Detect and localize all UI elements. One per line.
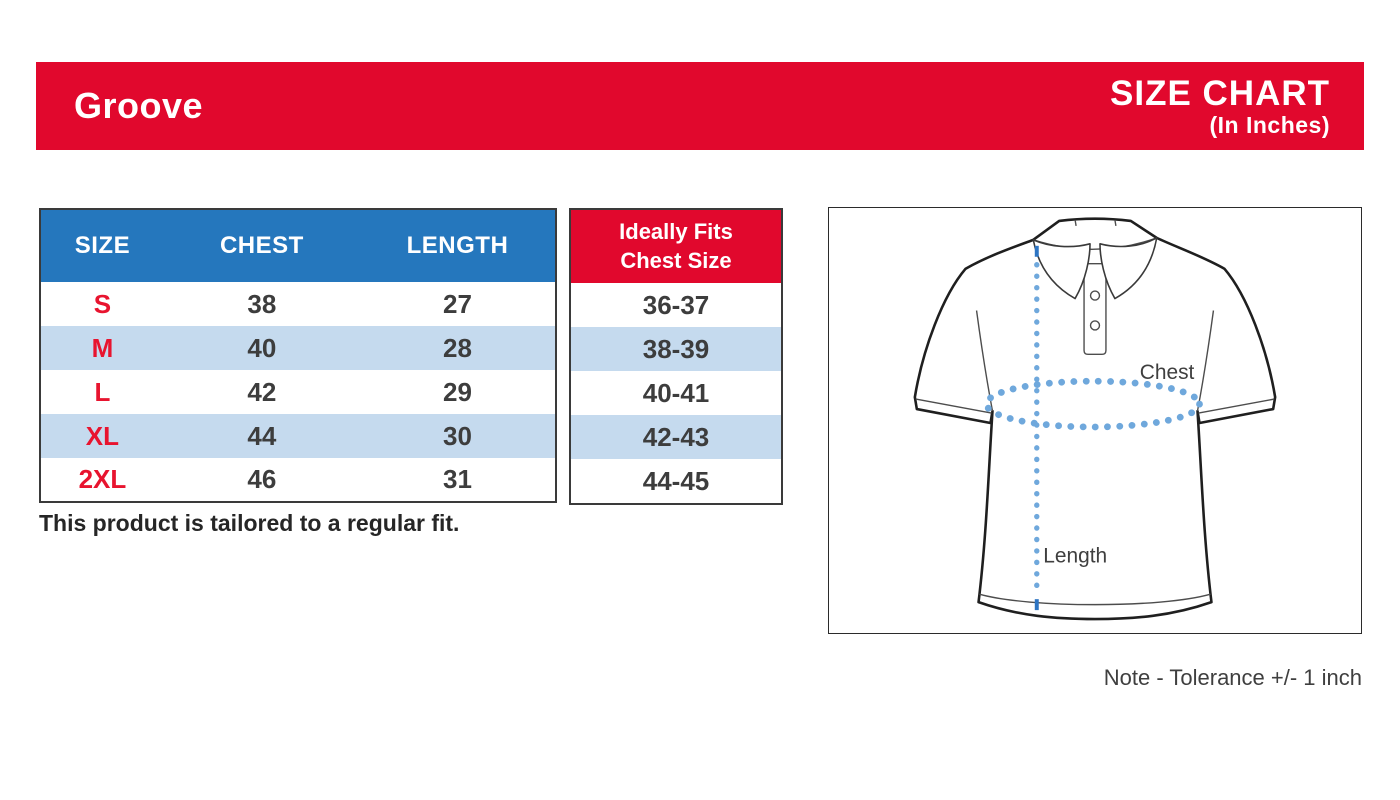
size-table-body bbox=[40, 282, 556, 502]
size-label: XL bbox=[85, 420, 120, 451]
ideal-fit-header-line2: Chest Size bbox=[620, 247, 732, 273]
size-label: M bbox=[91, 332, 114, 363]
size-table-header bbox=[40, 209, 556, 282]
banner bbox=[36, 62, 1364, 150]
size-table bbox=[39, 208, 557, 503]
banner-subtitle: (In Inches) bbox=[1209, 111, 1330, 138]
ideal-fit-table bbox=[569, 208, 783, 505]
size-label: S bbox=[93, 288, 112, 319]
ideal-fit-value: 38-39 bbox=[571, 327, 781, 371]
table-row bbox=[40, 326, 556, 370]
col-header-chest: CHEST bbox=[164, 209, 360, 282]
table-row bbox=[40, 282, 556, 326]
table-row bbox=[40, 458, 556, 502]
table-row bbox=[40, 370, 556, 414]
chest-value: 38 bbox=[247, 288, 277, 319]
placket bbox=[1084, 264, 1106, 355]
ideal-fit-value: 44-45 bbox=[642, 465, 710, 496]
ideal-fit-value: 42-43 bbox=[571, 415, 781, 459]
table-row bbox=[40, 414, 556, 458]
chest-label: Chest bbox=[1139, 361, 1195, 385]
ideal-fit-header bbox=[571, 210, 781, 283]
banner-title-block bbox=[1110, 73, 1330, 138]
fit-note: This product is tailored to a regular fit. bbox=[39, 510, 460, 536]
chest-value: 40 bbox=[247, 332, 277, 363]
ideal-fit-header-line1: Ideally Fits bbox=[619, 218, 733, 244]
length-value: 31 bbox=[442, 464, 472, 494]
length-value: 27 bbox=[442, 288, 472, 319]
tolerance-note: Note - Tolerance +/- 1 inch bbox=[1103, 665, 1362, 690]
size-label: 2XL bbox=[78, 464, 127, 494]
size-label: L bbox=[94, 376, 111, 407]
header-row bbox=[40, 209, 556, 282]
brand-name: Groove bbox=[74, 85, 204, 126]
button bbox=[1091, 321, 1100, 330]
polo-shirt-illustration bbox=[829, 208, 1361, 633]
ideal-fit-value: 36-37 bbox=[642, 289, 710, 320]
banner-title: SIZE CHART bbox=[1110, 73, 1330, 113]
col-header-length: LENGTH bbox=[360, 209, 556, 282]
length-value: 28 bbox=[442, 332, 472, 363]
ideal-fit-value: 40-41 bbox=[642, 377, 710, 408]
length-value: 29 bbox=[442, 376, 472, 407]
chest-value: 42 bbox=[247, 376, 277, 407]
shirt-diagram-box bbox=[828, 207, 1362, 634]
button bbox=[1091, 291, 1100, 300]
chest-value: 46 bbox=[247, 464, 277, 494]
chest-value: 44 bbox=[247, 420, 277, 451]
length-value: 30 bbox=[442, 420, 472, 451]
length-label: Length bbox=[1043, 544, 1108, 568]
col-header-size: SIZE bbox=[40, 209, 164, 282]
